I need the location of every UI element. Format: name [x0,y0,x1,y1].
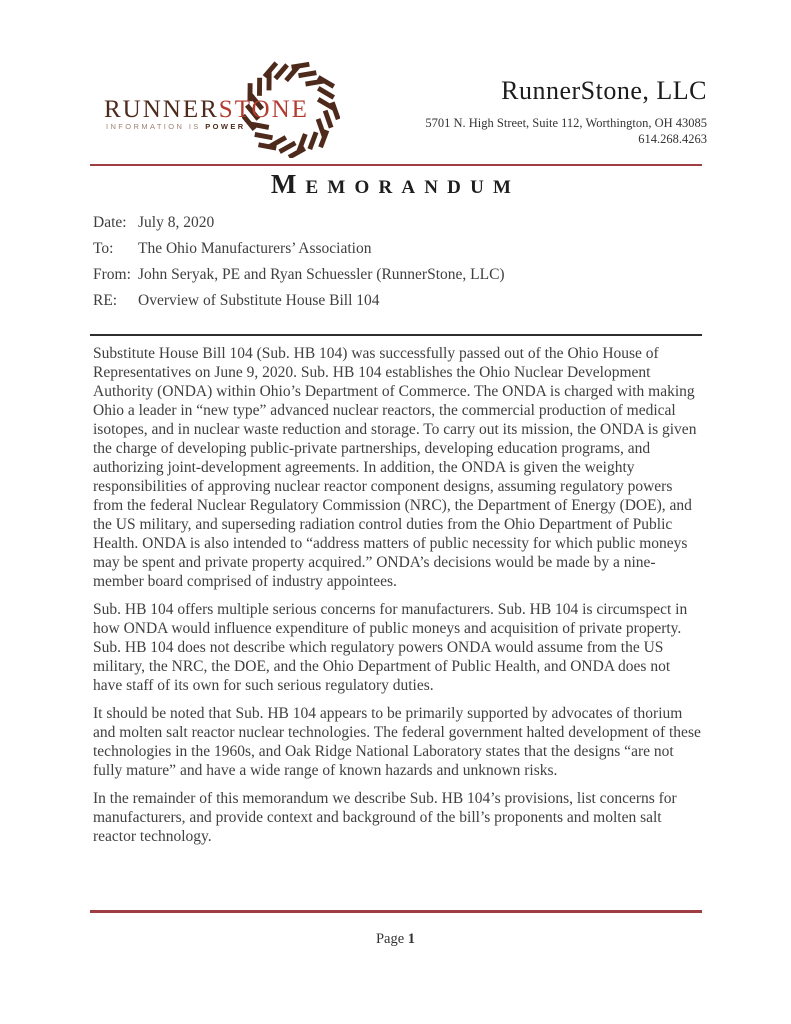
field-label-from: From: [93,266,131,283]
paragraph-2: Sub. HB 104 offers multiple serious concerns for manufacturers. Sub. HB 104 is circumspect in how ONDA would influence expenditure of public moneys and acquisition of private property. Sub. HB 104 does not describe which regulatory powers ONDA would assume from the US military, the NRC, the DOE, and the Ohio Department of Public Health, and ONDA does not have staff of its own for such serious regulatory duties. [93,601,688,694]
paragraph-4: In the remainder of this memorandum we describe Sub. HB 104’s provisions, list concerns for manufacturers, and provide context and background of the bill’s proponents and molten salt reactor technology. [93,790,677,845]
paragraph-1: Substitute House Bill 104 (Sub. HB 104) was successfully passed out of the Ohio House of Representatives on June 9, 2020. Sub. HB 104 establishes the Ohio Nuclear Development Authority (ONDA) within Ohio’s Department of Commerce. The ONDA is charged with making Ohio a leader in “new type” advanced nuclear reactors, the commercial production of medical isotopes, and in nuclear waste reduction and storage. To carry out its mission, the ONDA is given the charge of developing public-private partnerships, developing education programs, and authorizing joint-development agreements. In addition, the ONDA is given the weighty responsibilities of approving nuclear reactor component designs, assuming regulatory powers from the federal Nuclear Regulatory Commission (NRC), the Department of Energy (DOE), and the US military, and superseding radiation control duties from the Ohio Department of Public Health. ONDA is also intended to “address matters of public necessity for which public moneys may be spent and private property acquired.” ONDA’s decisions would be made by a nine-member board comprised of industry appointees. [93,345,697,590]
memo-meta-fields [93,214,653,310]
field-label-date: Date: [93,214,127,231]
field-value-to: The Ohio Manufacturers’ Association [138,240,372,257]
company-address: 5701 N. High Street, Suite 112, Worthington, OH 43085 [425,116,707,130]
page-number: 1 [407,931,416,947]
page-label: Page [375,931,405,947]
logo-tagline [106,122,246,131]
logo-word-runner: RUNNER [104,96,219,123]
logo-tagline-left: INFORMATION IS [106,122,201,131]
company-logo [104,60,340,162]
field-value-re: Overview of Substitute House Bill 104 [138,292,380,309]
memo-body [93,344,702,855]
logo-word-stone: STONE [218,96,309,123]
logo-wordmark [104,96,309,124]
memo-title: Memorandum [270,169,521,199]
field-label-re: RE: [93,292,118,309]
divider-dark [90,334,702,336]
field-value-date: July 8, 2020 [138,214,215,231]
page-footer [0,931,791,948]
field-label-to: To: [93,240,114,257]
paragraph-3: It should be noted that Sub. HB 104 appears to be primarily supported by advocates of thorium and molten salt reactor nuclear technologies. The federal government halted development of these technologies in the 1960s, and Oak Ridge National Laboratory states that the designs “are not fully mature” and have a wide range of known hazards and unknown risks. [93,705,701,779]
company-name: RunnerStone, LLC [501,76,707,105]
company-contact-block [425,76,707,147]
company-phone: 614.268.4263 [638,132,707,146]
field-value-from: John Seryak, PE and Ryan Schuessler (RunnerStone, LLC) [138,266,505,283]
divider-red-top [90,164,702,166]
logo-tagline-power: POWER [205,122,246,131]
divider-red-bottom [90,910,702,913]
